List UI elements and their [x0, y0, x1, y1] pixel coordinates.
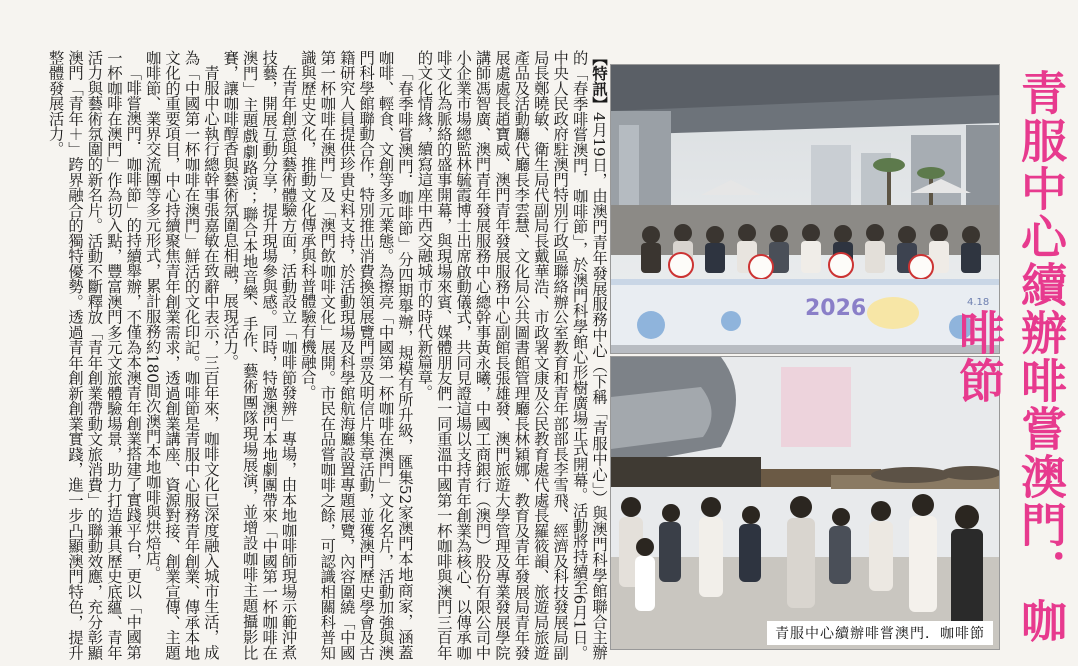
article-paragraph-2: 「春季啡嘗澳門．咖啡節」分四期舉辦，規模有所升級，匯集52家澳門本地商家，涵蓋咖啡、輕食、文創等多元業態。為擦亮「中國第一杯咖啡在澳門」文化名片，活動加強與澳門科學館聯動合作，特別推出消費換領展覽門票及明信片集章活動，並獲澳門歷史學會及古籍研究人員提供珍貴史料支持，於活動現場及科學館航海廳設置專題展覽，內容圍繞「中國第一杯咖啡在澳門」及「澳門飲咖啡文化」展開。市民在品嘗咖啡之餘，可認識相關科普知識與歷史文化，推動文化傳承與科普體驗有機融合。 — [298, 50, 414, 660]
article-paragraph-1-text: 4月19日，由澳門青年發展服務中心（下稱「青服中心」）與澳門科學館聯合主辦的「春季啡嘗澳門．咖啡節」，於澳門科學館心形樹廣場正式開幕。活動將持續至6月1日。中央人民政府駐澳門特別行政區聯絡辦公室教育和青年部部長李雪飛、經濟及科技發展局副局長鄭曉敏、衛生局代副局長戴華浩、市政署文康及公民教育處代處長羅筱韻、旅遊局旅遊產品及活動廳代廳長李雲慧、文化局公共圖書館管理廳長林穎娜、教育及青年發展局青年發展處處長趙寶威、澳門青年發展服務中心副館長張雄發、澳門旅遊大學管理及專業發展學院講師馮智廣、澳門青年發展服務中心總幹事黃永曦，中國工商銀行（澳門）股份有限公司中小企業市場總監林毓霞博士出席啟動儀式，共同見證這場以支持青年創業為核心、以傳承咖啡文化為脈絡的盛事開幕，與現場來賓、媒體朋友們一同重溫中國第一杯咖啡與澳門三百年的文化情緣，續寫這座中西交融城市的時代新篇章。 — [415, 50, 608, 660]
article-body — [8, 50, 608, 660]
article-paragraph-5: 「啡嘗澳門．咖啡節」的持續舉辦，不僅為本澳青年創業搭建了實踐平台，更以「中國第一杯咖啡在澳門」作為切入點，豐富澳門多元文旅體驗場景，助力打造兼具歷史底蘊、青年活力與藝術氛圍的新名片。活動不斷釋放「青年創業帶動文旅消費」的聯動效應，充分彰顯澳門「青年＋」跨界融合的獨特優勢。透過青年創新創業實踐，進一步凸顯澳門特色，提升整體發展活力。 — [46, 50, 143, 660]
article-paragraph-3: 在青年創意與藝術體驗方面，活動設立「咖啡節發辨」專場，由本地咖啡師現場示範沖煮技藝，開展互動分享，提升現場參與感。同時，特邀澳門本地劇團帶來「中國第一杯咖啡在澳門」主題戲劇路演；聯合本地音樂、手作、藝術團隊現場展演，並增設咖啡主題攝影比賽，讓咖啡醇香與藝術氛圍息相融，展現活力。 — [221, 50, 298, 660]
photo-opening-ceremony — [610, 64, 1000, 354]
banner-year-text: 2026 — [805, 296, 867, 321]
article-paragraph-4: 青服中心執行總幹事張嘉敏在致辭中表示，三百年來，咖啡文化已深度融入城市生活，成為「中國第一杯咖啡在澳門」鮮活的文化印記。咖啡節是青服中心服務青年創業、傳承本地文化的重要項目，中心持續聚焦青年創業需求，透過創業講座、資源對接、創業宣傳、主題咖啡節、業界交流團等多元形式，累計服務約180間次澳門本地咖啡與烘焙店。 — [143, 50, 220, 660]
headline: 青服中心續辦啡嘗澳門．咖啡節 — [952, 69, 1068, 645]
article-paragraph-1 — [414, 50, 608, 660]
article-tag: 【特訊】 — [590, 50, 608, 112]
photo-crowd-venue-image — [611, 357, 999, 649]
photo-caption: 青服中心續辦啡嘗澳門．咖啡節 — [767, 621, 993, 645]
photo-crowd-venue — [610, 356, 1000, 650]
photo-opening-ceremony-image — [611, 65, 999, 353]
banner-date-text: 4.18 — [967, 297, 990, 308]
